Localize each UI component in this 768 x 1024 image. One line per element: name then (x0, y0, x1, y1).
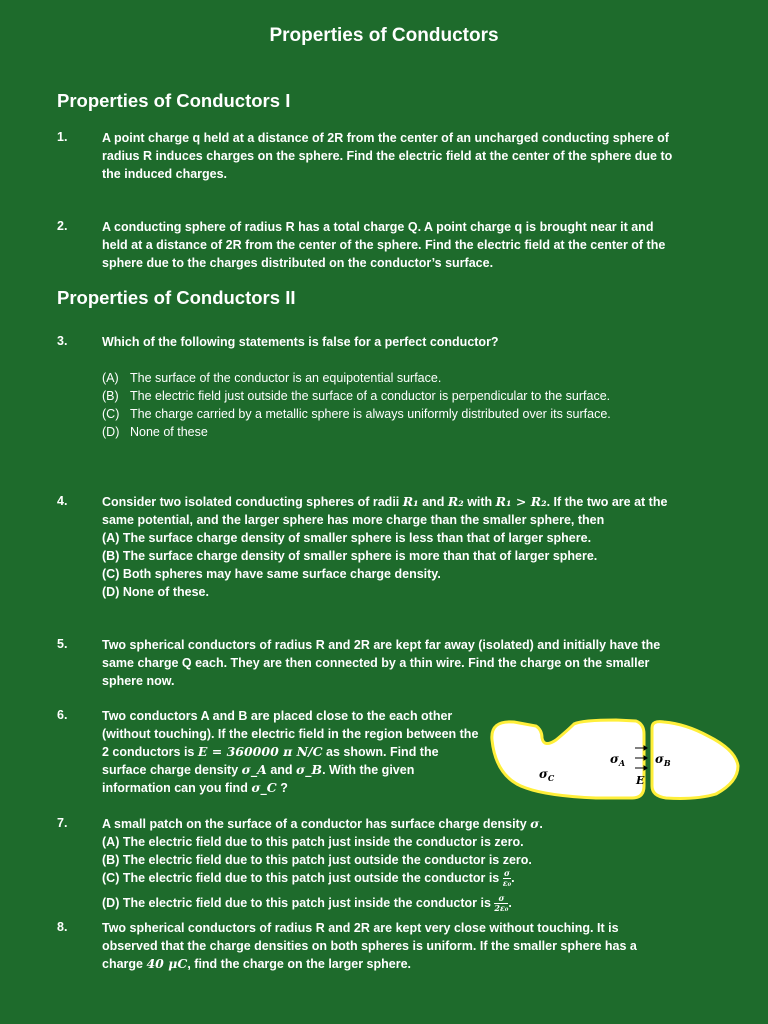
q7-option-d: (D) The electric field due to this patch just inside the conductor is $\frac{\sigma}{\text{2ε₀}}$ . (102, 893, 512, 914)
q3-option-c: (C) The charge carried by a metallic sphere is always uniformly distributed over its surface. (102, 407, 611, 421)
q7-number: 7. (57, 816, 68, 830)
q6-number: 6. (57, 708, 68, 722)
q3-option-d: (D) None of these (102, 425, 208, 439)
q4-option-d: (D) None of these. (102, 585, 209, 599)
q3-number: 3. (57, 334, 68, 348)
q7-option-c: (C) The electric field due to this patch just outside the conductor is $\frac{\sigma}{\text{ε₀}}$ . (102, 868, 515, 889)
section-title-2: Properties of Conductors II (57, 287, 296, 308)
sigma-b-label: $\sigma_B$ (655, 752, 671, 768)
page-title: Properties of Conductors (269, 25, 499, 46)
q7-option-b: (B) The electric field due to this patch just outside the conductor is zero. (102, 853, 532, 867)
q2-number: 2. (57, 219, 68, 233)
q1-number: 1. (57, 130, 68, 144)
q5-number: 5. (57, 637, 68, 651)
q1-text: A point charge q held at a distance of 2R from the center of an uncharged conducting sphere of radius R induces charges on the sphere. Find the electric field at the center of the sphere due to the induced charges. (102, 131, 673, 181)
q7-text: A small patch on the surface of a conductor has surface charge density σ. (102, 816, 543, 831)
q4-option-b: (B) The surface charge density of smaller sphere is more than that of larger sphere. (102, 549, 598, 563)
q6-text: Two conductors A and B are placed close to the each other (without touching). If the electric field in the region between the 2 conductors is E = 360000 π N/C as shown. Find the surface charge density σ_A and σ_B. With the given information can you find σ_C ? (102, 709, 479, 795)
q4-option-c: (C) Both spheres may have same surface charge density. (102, 567, 441, 581)
sigma-a-label: $\sigma_A$ (610, 752, 626, 768)
q7-option-a: (A) The electric field due to this patch just inside the conductor is zero. (102, 835, 524, 849)
q3-option-b: (B) The electric field just outside the surface of a conductor is perpendicular to the surface. (102, 389, 611, 403)
q5-text: Two spherical conductors of radius R and 2R are kept far away (isolated) and initially have the same charge Q each. They are then connected by a thin wire. Find the charge on the smaller sphere now. (102, 638, 661, 688)
q4-option-a: (A) The surface charge density of smaller sphere is less than that of larger sphere. (102, 531, 592, 545)
q8-number: 8. (57, 920, 68, 934)
q7-block (102, 815, 682, 913)
q8-text: Two spherical conductors of radius R and 2R are kept very close without touching. It is observed that the charge densities on both spheres is uniform. If the smaller sphere has a charge 40 μC, find the charge on the larger sphere. (102, 921, 637, 971)
q2-text: A conducting sphere of radius R has a total charge Q. A point charge q is brought near it and held at a distance of 2R from the center of the sphere. Find the electric field at the center of the sphere due to the charges distributed on the conductor’s surface. (102, 220, 666, 270)
q3-block (102, 333, 682, 441)
conductors-diagram (486, 716, 746, 804)
sigma-c-label: $\sigma_C$ (539, 767, 555, 783)
field-e-label: E (636, 774, 645, 787)
q3-text: Which of the following statements is false for a perfect conductor? (102, 335, 499, 349)
q4-block (102, 493, 682, 601)
q4-text: Consider two isolated conducting spheres of radii R₁ and R₂ with R₁ > R₂. If the two are at the same potential, and the larger sphere has more charge than the smaller sphere, then (102, 494, 668, 527)
section-title-1: Properties of Conductors I (57, 90, 291, 111)
q3-option-a: (A) The surface of the conductor is an equipotential surface. (102, 371, 442, 385)
q4-number: 4. (57, 494, 68, 508)
